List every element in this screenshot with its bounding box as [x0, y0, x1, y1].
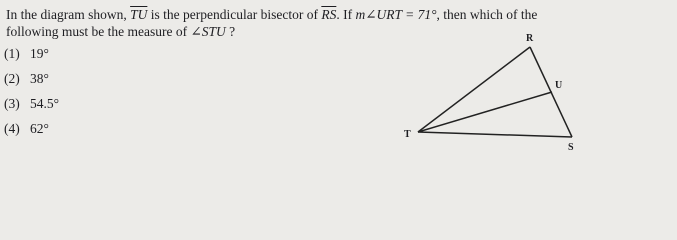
choice-value: 62° [30, 121, 49, 136]
question-fragment: ? [229, 24, 236, 39]
question-fragment: In the diagram shown, [6, 7, 127, 22]
label-s: S [568, 142, 574, 153]
question-fragment: following must be the measure of [6, 24, 188, 39]
segment-rs: $\overline{RS}$ [321, 7, 337, 22]
label-r: R [526, 33, 534, 44]
segment-tu-line [418, 92, 552, 132]
given-angle: m∠URT = 71° [355, 7, 437, 22]
segment-rt-line [418, 47, 530, 132]
asked-angle: ∠STU [190, 24, 226, 39]
label-t: T [404, 129, 411, 140]
segment-ts-line [418, 132, 572, 137]
choice-number: (1) [4, 46, 20, 61]
question-fragment: , then which of the [436, 7, 538, 22]
question-fragment: . If [336, 7, 353, 22]
choice-value: 54.5° [30, 96, 60, 111]
choice-number: (3) [4, 96, 20, 111]
question-fragment: is the perpendicular bisector of [150, 7, 318, 22]
choice-value: 38° [30, 71, 49, 86]
segment-tu: $\overline{TU}$ [130, 7, 148, 22]
choice-value: 19° [30, 46, 49, 61]
choice-number: (2) [4, 71, 20, 86]
choice-number: (4) [4, 121, 20, 136]
label-u: U [555, 80, 563, 91]
